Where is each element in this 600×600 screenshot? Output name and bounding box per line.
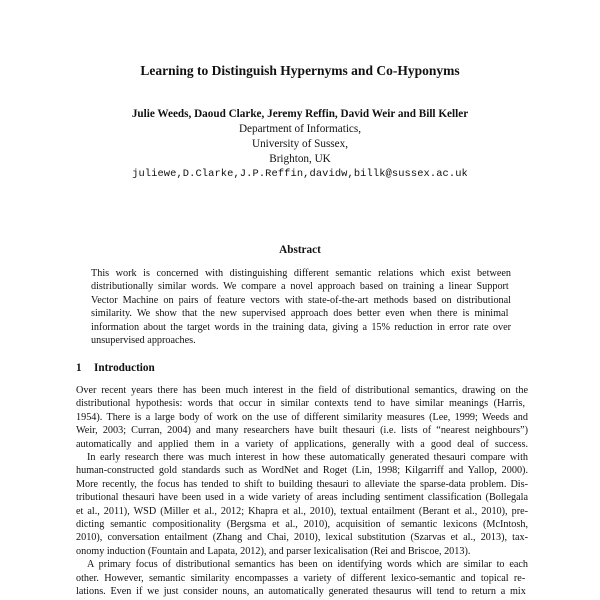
abstract-heading: Abstract: [279, 244, 321, 256]
intro-line: More recently, the focus has tended to shift to building thesauri to alleviate the sparse-data problem. Dis-: [76, 478, 528, 490]
intro-line: 2010), conversation entailment (Zhang and Chai, 2010), lexical substitution (Szarvas et al., 2013), tax-: [76, 532, 528, 544]
intro-line: onomy induction (Fountain and Lapata, 2012), and parser lexicalisation (Rei and Briscoe, 2013).: [76, 545, 471, 557]
introduction-text: [76, 384, 528, 599]
abstract-line: unsupervised approaches.: [91, 335, 196, 347]
intro-line: Over recent years there has been much interest in the field of distributional semantics, drawing on the: [76, 385, 528, 396]
intro-line: distributional hypothesis: words that occur in similar contexts tend to have similar meanings (Harris,: [76, 398, 526, 410]
abstract-line: distributionally similar words. We compare a novel approach based on training a linear Support: [91, 281, 509, 293]
intro-line: dicting semantic compositionality (Bergsma et al., 2010), acquisition of semantic lexicons (McIntosh,: [76, 519, 528, 531]
affiliation-city: Brighton, UK: [269, 153, 331, 165]
abstract-line: information about the target words in the training data, giving a 15% reduction in error rate over: [91, 321, 511, 333]
intro-line: et al., 2011), WSD (Miller et al., 2012; Khapra et al., 2010), textual entailment (Berant et al., 2010), pre-: [76, 505, 528, 517]
intro-line: tributional thesauri have been used in a wide variety of areas including sentiment classification (Bollegala: [76, 492, 528, 504]
author-names: Julie Weeds, Daoud Clarke, Jeremy Reffin, David Weir and Bill Keller: [131, 108, 469, 120]
author-emails: juliewe,D.Clarke,J.P.Reffin,davidw,billk@sussex.ac.uk: [132, 168, 468, 180]
abstract-text: [91, 267, 511, 347]
section-heading-introduction: [76, 362, 155, 374]
abstract-line: This work is concerned with distinguishing different semantic relations which exist between: [91, 268, 511, 279]
intro-line: lations. Even if we just consider nouns, an automatically generated thesaurus will tend to return a mix: [76, 586, 526, 598]
section-number: 1: [76, 362, 82, 374]
intro-line: 1954). There is a large body of work on the use of different similarity measures (Lee, 1999; Weeds and: [76, 411, 528, 423]
intro-line: automatically and applied them in a variety of applications, generally with a good deal of success.: [76, 438, 528, 450]
intro-line: A primary focus of distributional semantics has been on identifying words which are similar to each: [87, 559, 528, 571]
author-block: [0, 107, 600, 182]
affiliation-department: Department of Informatics,: [238, 123, 362, 135]
intro-line: Weir, 2003; Curran, 2004) and many researchers have built thesauri (i.e. lists of “nearest neighbours”): [76, 425, 528, 437]
abstract-line: Vector Machine on pairs of feature vectors with state-of-the-art methods based on distributional: [91, 294, 511, 306]
intro-line: human-constructed gold standards such as WordNet and Roget (Lin, 1998; Kilgarriff and Yallop, 2000).: [76, 465, 528, 477]
section-title: Introduction: [94, 362, 155, 374]
abstract-line: similarity. We show that the new supervised approach does better even when there is minimal: [91, 308, 509, 320]
paper-title: Learning to Distinguish Hypernyms and Co-Hyponyms: [140, 63, 460, 78]
intro-line: other. However, semantic similarity encompasses a variety of different lexico-semantic and topical re-: [76, 572, 526, 584]
affiliation-university: University of Sussex,: [251, 138, 349, 150]
intro-line: In early research there was much interest in how these automatically generated thesauri compare with: [87, 452, 528, 464]
